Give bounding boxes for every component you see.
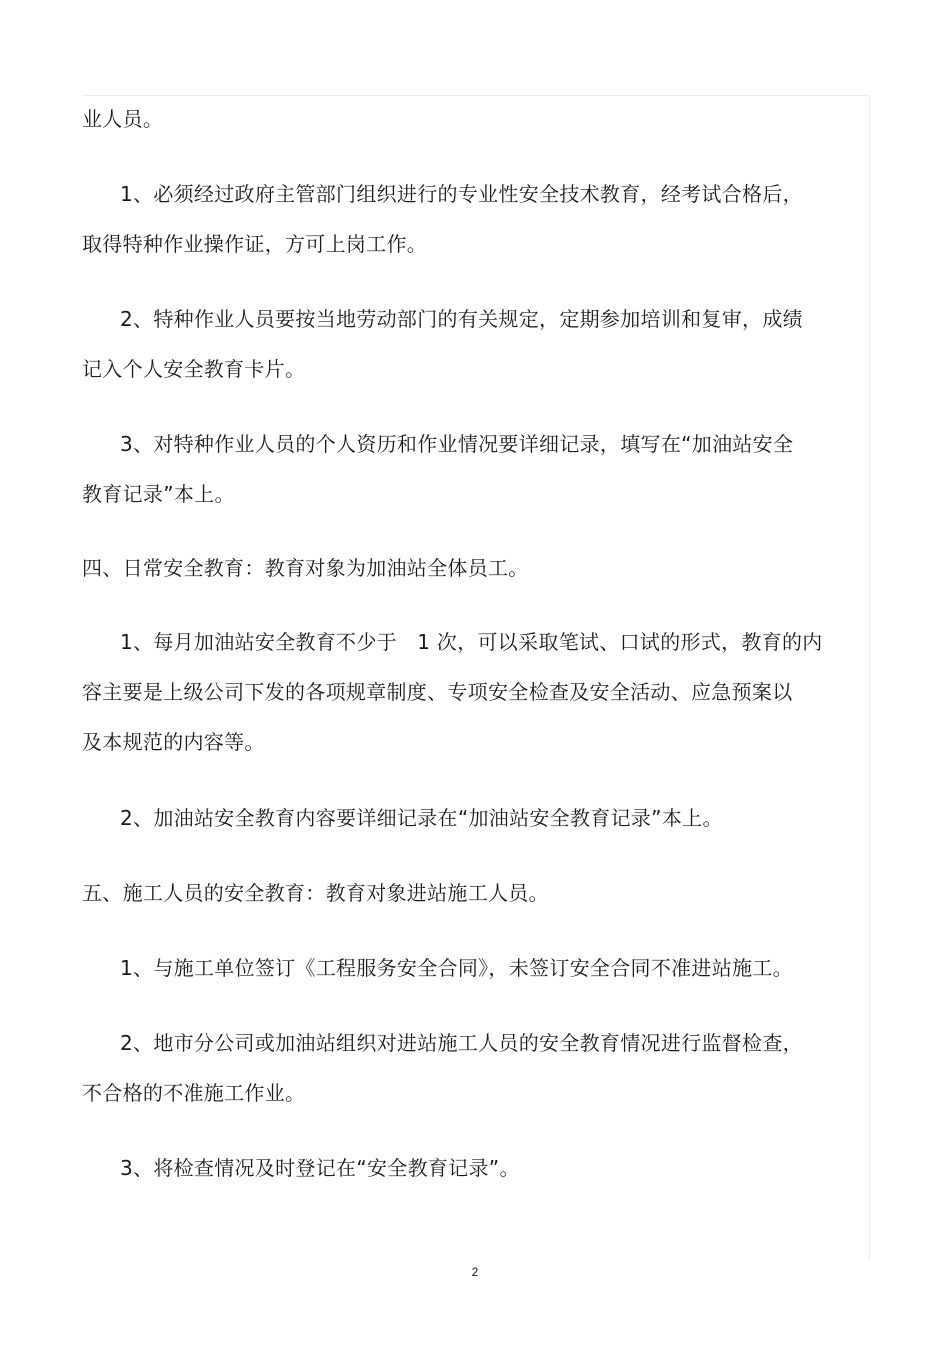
text-line: 3、对特种作业人员的个人资历和作业情况要详细记录，填写在“加油站安全 bbox=[120, 432, 794, 456]
text-line: 教育记录”本上。 bbox=[82, 482, 235, 506]
text-line: 2、特种作业人员要按当地劳动部门的有关规定，定期参加培训和复审，成绩 bbox=[120, 307, 803, 331]
page-border-right bbox=[869, 95, 870, 1260]
section-heading: 五、施工人员的安全教育：教育对象进站施工人员。 bbox=[82, 881, 549, 905]
section-heading: 四、日常安全教育：教育对象为加油站全体员工。 bbox=[82, 556, 529, 580]
text-line: 取得特种作业操作证，方可上岗工作。 bbox=[82, 232, 428, 256]
text-line: 3、将检查情况及时登记在“安全教育记录”。 bbox=[120, 1156, 520, 1180]
text-line: 业人员。 bbox=[82, 107, 164, 131]
page-number: 2 bbox=[471, 1265, 479, 1279]
text-line: 记入个人安全教育卡片。 bbox=[82, 357, 306, 381]
text-line: 容主要是上级公司下发的各项规章制度、专项安全检查及安全活动、应急预案以 bbox=[82, 680, 793, 704]
text-line: 1、必须经过政府主管部门组织进行的专业性安全技术教育，经考试合格后， bbox=[120, 182, 803, 206]
text-line: 1、与施工单位签订《工程服务安全合同》，未签订安全合同不准进站施工。 bbox=[120, 956, 793, 980]
text-line: 2、地市分公司或加油站组织对进站施工人员的安全教育情况进行监督检查， bbox=[120, 1031, 803, 1055]
text-line: 及本规范的内容等。 bbox=[82, 730, 265, 754]
text-line: 2、加油站安全教育内容要详细记录在“加油站安全教育记录”本上。 bbox=[120, 806, 723, 830]
text-line: 1、每月加油站安全教育不少于 1 次，可以采取笔试、口试的形式，教育的内 bbox=[120, 630, 823, 654]
text-line: 不合格的不准施工作业。 bbox=[82, 1081, 306, 1105]
page-border-top bbox=[82, 95, 870, 96]
